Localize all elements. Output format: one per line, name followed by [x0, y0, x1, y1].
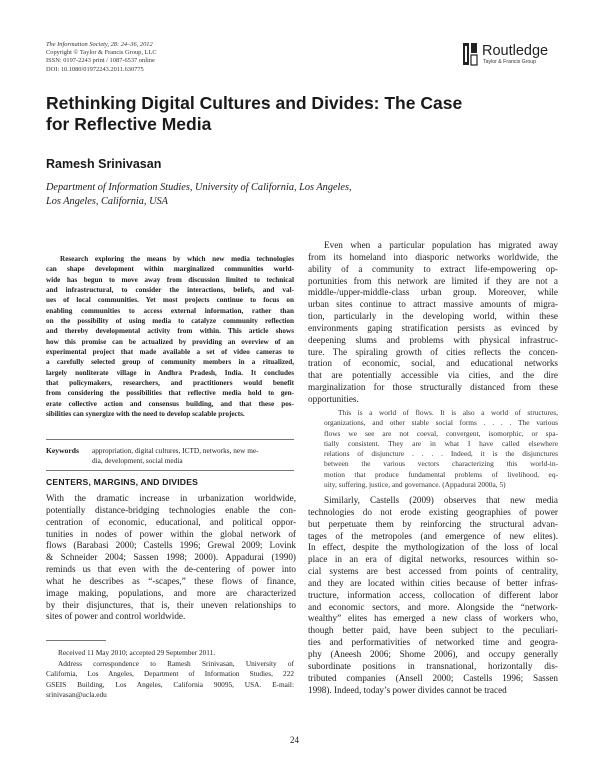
body-line: place in an era of digital networks, resources within so- — [308, 554, 558, 565]
keywords-top-rule — [46, 439, 294, 440]
page-number: 24 — [290, 735, 299, 745]
publisher-name: Routledge — [482, 43, 549, 59]
body-line: reminds us that even with the de-centering of power into — [46, 564, 296, 575]
footnote-line: GSEIS Building, Los Angeles, California 90095, USA. E-mail: — [46, 679, 294, 689]
routledge-mark-icon — [462, 42, 478, 66]
body-line: environments gaping stratification persists as evinced by — [308, 322, 558, 333]
left-body-text — [46, 493, 296, 623]
footnote-line: Address correspondence to Ramesh Srinivasan, University of — [58, 658, 294, 668]
body-line: & Schneider 2004; Sassen 1998; 2000). Appadurai (1990) — [46, 552, 296, 563]
body-line: deepening slums and problems with physical infrastruc- — [308, 334, 558, 345]
keywords-line: appropriation, digital cultures, ICTD, networks, new me- — [92, 446, 259, 455]
abstract-line: wide has begun to move away from discussion limited to technical — [46, 275, 294, 284]
keywords-text — [92, 446, 294, 466]
body-line: Even when a particular population has migrated away — [324, 240, 558, 250]
keywords-bottom-rule — [46, 470, 294, 471]
body-line: ability of a community to extract life-empowering op- — [308, 263, 558, 274]
title-line-2: for Reflective Media — [46, 114, 212, 134]
abstract-line: experimental project that made available a set of video cameras to — [46, 348, 294, 357]
body-line: but perpetuate them by reinforcing the structural advan- — [308, 518, 558, 529]
quote-line: between the various vectors characterizing this world-in- — [324, 459, 558, 469]
body-line: what he describes as “-scapes,” these flows of finance, — [46, 575, 296, 586]
issn-line: ISSN: 0197-2243 print / 1087-6537 online — [46, 57, 155, 65]
body-line: ture. The spiraling growth of cities reflects the concen- — [308, 346, 558, 357]
abstract-line: and thereby developmental activity from within. This article shows — [46, 327, 294, 336]
body-line: tages of the metropoles (and emergence of new elites). — [308, 530, 558, 541]
abstract-line: erate collective action and consensus building, and that these pos- — [46, 399, 294, 408]
body-line: by their disjunctures, that is, their uneven relationships to — [46, 599, 296, 610]
abstract-line: from considering the possibilities that reflective media hold to gen- — [46, 389, 294, 398]
correspondence-footnote — [46, 648, 294, 701]
title-line-1: Rethinking Digital Cultures and Divides: The Case — [46, 93, 463, 113]
quote-line: relations of disjuncture . . . . Indeed, it is the disjunctures — [324, 449, 558, 459]
body-line: image making, populations, and more are characterized — [46, 587, 296, 598]
abstract-line: and infrastructural, to consider the interactions, beliefs, and val- — [46, 286, 294, 295]
body-line: that are potentially accessible via cities, and the dire — [308, 370, 558, 381]
author-affiliation — [46, 181, 446, 208]
copyright-line: Copyright © Taylor & Francis Group, LLC — [46, 49, 157, 57]
doi-line: DOI: 10.1080/01972243.2011.630775 — [46, 65, 144, 73]
abstract-line: largely nonliterate village in Andhra Pradesh, India. It concludes — [46, 368, 294, 377]
body-line: tributed companies (Ansell 2000; Castells 1996; Sassen — [308, 672, 558, 683]
body-line: cial systems are best accessed from points of centrality, — [308, 566, 558, 577]
footnote-line: srinivasan@ucla.edu — [46, 690, 107, 699]
body-line: though better paid, have been subject to the peculiari- — [308, 625, 558, 636]
article-title — [46, 93, 466, 135]
body-line: from its homeland into diasporic networks worldwide, the — [308, 251, 558, 262]
body-line: technologies do not erode existing geographies of power — [308, 506, 558, 517]
body-line: Similarly, Castells (2009) observes that new media — [324, 495, 558, 505]
quote-line: organizations, and other stable social forms . . . . The various — [324, 418, 558, 428]
body-line: phy (Aneesh 2006; Shome 2006), and occupy generally — [308, 648, 558, 659]
affiliation-line: Los Angeles, California, USA — [46, 195, 168, 207]
quote-line: flows we see are not coeval, convergent, isomorphic, or spa- — [324, 428, 558, 438]
quote-line: motion that produce fundamental problems of livelihood, eq- — [324, 469, 558, 479]
section-heading: CENTERS, MARGINS, AND DIVIDES — [46, 477, 199, 487]
body-line: subordinate positions in transnational, horizontally dis- — [308, 660, 558, 671]
footnote-line: Received 11 May 2010; accepted 29 September 2011. — [58, 648, 216, 657]
body-line: tion, particularly in the developing world, within these — [308, 311, 558, 322]
body-line: sites of power and control worldwide. — [46, 611, 186, 622]
footnote-line: California, Los Angeles, Department of Information Studies, 222 — [46, 669, 294, 678]
keywords-line: dia, development, social media — [92, 456, 183, 465]
keywords-label: Keywords — [46, 446, 79, 455]
abstract-line: Research exploring the means by which new media technologies — [60, 255, 294, 263]
body-line: ties and performativities of networked time and geogra- — [308, 637, 558, 648]
journal-citation: The Information Society, 28: 24–36, 2012 — [46, 41, 153, 48]
right-body-text-top — [308, 240, 558, 406]
block-quote — [324, 408, 558, 490]
body-line: opportunities. — [308, 393, 359, 404]
abstract-line: how this promise can be actualized by providing an overview of an — [46, 337, 294, 346]
body-line: 1998). Indeed, today’s power divides cannot be traced — [308, 684, 507, 695]
body-line: and they are located within cities because of better infras- — [308, 577, 558, 588]
abstract-line: a carefully selected group of community members in a ritualized, — [46, 358, 294, 367]
right-body-text-bottom — [308, 495, 558, 696]
abstract-line: can shape development within marginalized communities world- — [46, 265, 294, 274]
body-line: tration of economic, social, and educational networks — [308, 358, 558, 369]
body-line: middle-/upper-middle-class urban group. Moreover, while — [308, 287, 558, 298]
abstract-line: sibilities can synergize with the need to develop scalable projects. — [46, 410, 245, 419]
quote-line: uity, suffering, justice, and governance. (Appadurai 2000a, 5) — [324, 480, 506, 490]
body-line: centration of economic, educational, and political oppor- — [46, 516, 296, 527]
body-line: marginalization for those structurally distanced from these — [308, 382, 558, 393]
quote-line: This is a world of flows. It is also a world of structures, — [338, 408, 558, 417]
author-name: Ramesh Srinivasan — [46, 157, 162, 171]
abstract-line: that policymakers, researchers, and practitioners would benefit — [46, 379, 294, 388]
body-line: With the dramatic increase in urbanization worldwide, — [46, 493, 296, 503]
body-line: tructure, information access, collocation of different labor — [308, 589, 558, 600]
abstract — [46, 254, 294, 420]
body-line: In effect, despite the mythologization of the loss of local — [308, 542, 558, 553]
affiliation-line: Department of Information Studies, University of California, Los Angeles, — [46, 182, 352, 193]
body-line: potentially distance-bridging technologies enable the con- — [46, 504, 296, 515]
body-line: tunities in nodes of power within the global network of — [46, 528, 296, 539]
quote-line: tially consistent. They are in what I have called elsewhere — [324, 438, 558, 448]
body-line: urban sites continue to attract massive amounts of migra- — [308, 299, 558, 310]
body-line: wealthy” elites has emerged a new class of workers who, — [308, 613, 558, 624]
body-line: and economic sectors, and more. Alongside the “network- — [308, 601, 558, 612]
journal-metadata — [46, 41, 376, 74]
body-line: portunities from this network are limited if they are not a — [308, 275, 558, 286]
body-line: flows (Barabasi 2000; Castells 1996; Grewal 2009; Lovink — [46, 540, 296, 551]
footnote-rule — [46, 640, 106, 641]
publisher-subtitle: Taylor & Francis Group — [483, 59, 537, 65]
abstract-line: ues of local communities. Yet most projects continue to focus on — [46, 296, 294, 305]
abstract-line: on the possibility of using media to catalyze community reflection — [46, 317, 294, 326]
abstract-line: enabling communities to access external information, rather than — [46, 306, 294, 315]
publisher-logo — [462, 42, 562, 68]
